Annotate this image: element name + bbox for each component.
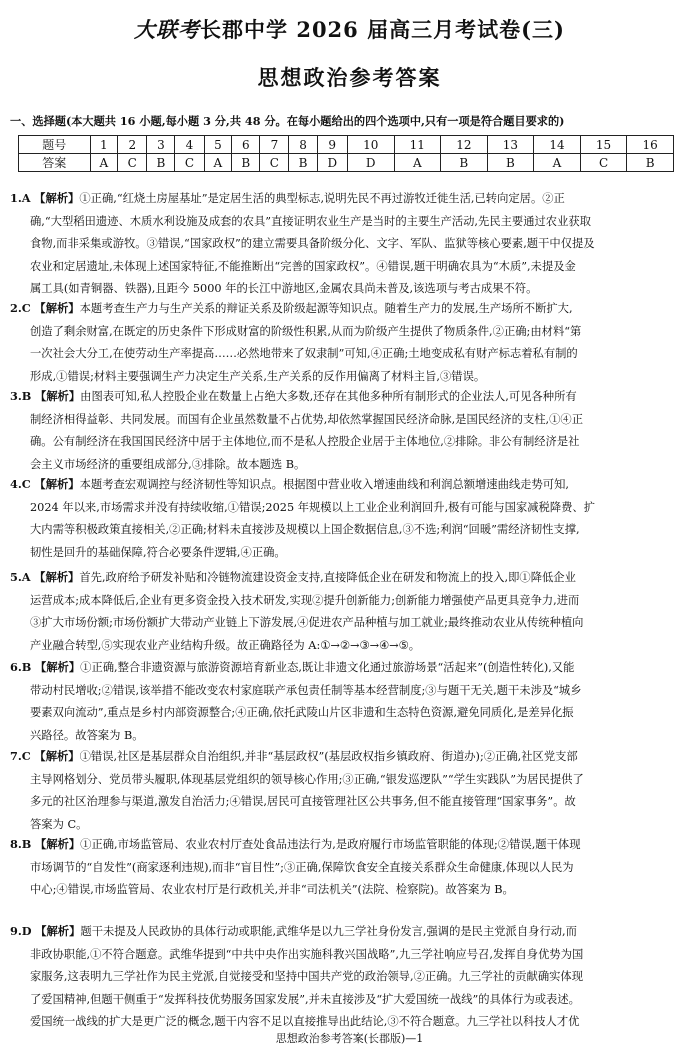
exam-title [0,14,699,44]
brand-logo-text: 大联考 [134,17,201,42]
analysis-line [10,656,685,680]
analysis-text: 中心;④错误,市场监管局、农业农村厅是行政机关,并非“司法机关”(法院、检察院)。故答案为 B。 [30,883,514,897]
analysis-item [10,566,685,657]
analysis-line [10,920,685,944]
analysis-item [10,833,685,902]
analysis-line [10,944,685,967]
question-number-cell: 9 [317,136,347,154]
question-answer-label: 8.B [10,837,32,851]
question-number-cell: 11 [394,136,441,154]
answer-cell: A [394,154,441,172]
answer-cell: B [289,154,317,172]
analysis-text: 2024 年以来,市场需求并没有持续收缩,①错误;2025 年规模以上工业企业利润回升,极有可能与国家减税降费、扩 [30,500,596,514]
analysis-tag: 【解析】 [34,191,80,205]
answer-cell: A [90,154,118,172]
analysis-text: 产业融合转型,⑤实现农业产业结构升级。故正确路径为 A:①→②→③→④→⑤。 [30,638,421,652]
analysis-text: ③扩大市场份额;市场份额扩大带动产业链上下游发展,④促进农产品种植与加工就业;最终推动农业从传统种植向 [30,616,584,630]
question-number-cell: 16 [627,136,674,154]
question-number-cell: 8 [289,136,317,154]
question-answer-label: 1.A [10,191,31,205]
analysis-line [10,431,685,454]
question-number-row [19,136,674,154]
analysis-item [10,297,685,388]
analysis-text: 由图表可知,私人控股企业在数量上占绝大多数,还存在其他多种所有制形式的企业法人,可见各种所有 [80,390,577,403]
answer-cell: D [317,154,347,172]
analysis-line [10,725,685,748]
analysis-item [10,187,685,301]
question-answer-label: 3.B [10,389,32,403]
answer-cell: C [175,154,204,172]
analysis-line [10,297,685,321]
analysis-text: 兴路径。故答案为 B。 [30,728,144,742]
analysis-item [10,656,685,747]
analysis-line [10,612,685,635]
answer-cell: B [232,154,260,172]
analysis-line [10,791,685,814]
analysis-text: 本题考查生产力与生产关系的辩证关系及阶级起源等知识点。随着生产力的发展,生产场所不断扩大, [79,302,573,315]
question-number-cell: 1 [90,136,118,154]
analysis-text: 制经济相得益彰、共同发展。而国有企业虽然数量不占优势,却依然掌握国民经济命脉,是国民经济的支柱,①④正 [30,412,584,426]
analysis-item [10,745,685,836]
analysis-text: ①正确,市场监管局、农业农村厅查处食品违法行为,是政府履行市场监管职能的体现;②错误,题干体现 [80,838,581,851]
question-answer-label: 4.C [10,477,31,491]
analysis-text: ①正确,“红烧土房屋基址”是定居生活的典型标志,说明先民不再过游牧迁徙生活,已转向定居。②正 [79,192,565,205]
analysis-text: 家服务,这表明九三学社作为民主党派,自觉接受和坚持中国共产党的政治领导,②正确。九三学社的贡献确实体现 [30,970,584,984]
analysis-text: 题干未提及人民政协的具体行动或职能,武维华是以九三学社身份发言,强调的是民主党派自身行动,而 [80,925,577,938]
analysis-text: 首先,政府给予研发补贴和冷链物流建设资金支持,直接降低企业在研发和物流上的投入,即①降低企业 [79,571,576,584]
answer-cell: A [204,154,232,172]
answer-table [18,135,674,172]
question-number-cell: 15 [580,136,627,154]
analysis-line [10,321,685,344]
question-answer-label: 9.D [10,924,32,938]
question-answer-label: 2.C [10,301,31,315]
answer-cell: C [118,154,147,172]
analysis-text: 形成,①错误;材料主要强调生产力决定生产关系,生产关系的反作用偏离了材料主旨,③错误。 [30,369,486,383]
analysis-text: ①正确,整合非遗资源与旅游资源培育新业态,既让非遗文化通过旅游场景“活起来”(创造性转化),又能 [80,661,575,674]
answer-cell: B [441,154,488,172]
analysis-item [10,920,685,1034]
question-number-cell: 3 [147,136,175,154]
question-number-cell: 5 [204,136,232,154]
analysis-line [10,473,685,497]
analysis-tag: 【解析】 [34,301,80,315]
question-number-cell: 7 [260,136,289,154]
analysis-line [10,409,685,432]
analysis-tag: 【解析】 [35,924,81,938]
analysis-line [10,566,685,590]
answer-cell: C [260,154,289,172]
analysis-line [10,256,685,279]
analysis-text: 本题考查宏观调控与经济韧性等知识点。根据图中营业收入增速曲线和利润总额增速曲线走势可知, [79,478,569,491]
analysis-text: 多元的社区治理参与渠道,激发自治活力;④错误,居民可直接管理社区公共事务,但不能直接管理“国家事务”。故 [30,795,576,809]
analysis-text: 属工具(如青铜器、铁器),且距今 5000 年的长江中游地区,金属农具尚未普及,该选项与考古成果不符。 [30,282,538,296]
analysis-line [10,966,685,989]
analysis-text: 答案为 C。 [30,817,88,831]
analysis-line [10,590,685,613]
analysis-text: 一次社会大分工,在使劳动生产率提高……必然地带来了奴隶制”可知,④正确;土地变成私有财产标志着私有制的 [30,347,578,361]
analysis-text: 韧性是回升的基础保障,符合必要条件逻辑,④正确。 [30,545,286,559]
analysis-text: 食物,而非采集或游牧。③错误,“国家政权”的建立需要具备阶级分化、文字、军队、监狱等核心要素,题干中仅提及 [30,237,595,251]
analysis-line [10,680,685,703]
analysis-tag: 【解析】 [34,570,80,584]
question-number-cell: 6 [232,136,260,154]
answer-row [19,154,674,172]
analysis-text: 确,“大型稻田遗迹、木质水利设施及成套的农具”直接证明农业生产是当时的主要生产活动,先民主要通过农业获取 [30,214,591,228]
answer-cell: D [347,154,394,172]
analysis-line [10,233,685,256]
question-answer-label: 6.B [10,660,32,674]
analysis-line [10,187,685,211]
analysis-text: 农业和定居遗址,未体现上述国家特征,不能推断出“完善的国家政权”。④错误,题干明确农具为“木质”,未提及金 [30,259,576,273]
analysis-line [10,211,685,234]
question-number-cell: 2 [118,136,147,154]
question-number-cell: 12 [441,136,488,154]
question-number-cell: 4 [175,136,204,154]
analysis-item [10,385,685,476]
analysis-tag: 【解析】 [34,837,81,851]
question-number-cell: 14 [534,136,581,154]
analysis-line [10,497,685,520]
analysis-line [10,745,685,769]
question-number-cell: 10 [347,136,394,154]
page-footer: 思想政治参考答案(长郡版)—1 [275,1032,424,1045]
question-answer-label: 7.C [10,749,31,763]
analysis-line [10,769,685,792]
answer-cell: A [534,154,581,172]
analysis-line [10,833,685,857]
analysis-text: 主导网格划分、党员带头履职,体现基层党组织的领导核心作用;③正确,“银发巡逻队”“学生实践队”为居民提供了 [30,772,584,786]
row-label: 答案 [19,154,91,172]
analysis-text: 运营成本;成本降低后,企业有更多资金投入技术研发,实现②提升创新能力;创新能力增强使产品更具竞争力,进而 [30,593,580,607]
analysis-line [10,879,685,902]
analysis-line [10,385,685,409]
question-answer-label: 5.A [10,570,31,584]
row-label: 题号 [19,136,91,154]
analysis-line [10,989,685,1012]
analysis-text: 了爱国精神,但题干侧重于“发挥科技优势服务国家发展”,并未直接涉及“扩大爱国统一战线”的具体行为或表述。 [30,992,580,1006]
analysis-text: ①错误,社区是基层群众自治组织,并非“基层政权”(基层政权指乡镇政府、街道办);②正确,社区党支部 [79,750,578,763]
analysis-item [10,473,685,564]
analysis-text: 会主义市场经济的重要组成部分,③排除。故本题选 B。 [30,457,306,471]
analysis-text: 市场调节的“自发性”(商家逐利违规),而非“盲目性”;③正确,保障饮食安全直接关系群众生命健康,体现以人民为 [30,860,574,874]
question-number-cell: 13 [487,136,534,154]
analysis-text: 创造了剩余财富,在既定的历史条件下形成财富的阶级性积累,从而为阶级产生提供了物质条件,②正确;由材料“第 [30,324,582,338]
analysis-text: 非政协职能,①不符合题意。武维华提到“中共中央作出实施科教兴国战略”,九三学社响应号召,发挥自身优势为国 [30,947,584,961]
answer-cell: B [487,154,534,172]
analysis-text: 确。公有制经济在我国国民经济中居于主体地位,而不是私人控股企业居于主体地位,②排除。非公有制经济是社 [30,435,580,449]
document-subtitle: 思想政治参考答案 [257,65,442,90]
analysis-line [10,635,685,658]
answer-cell: B [147,154,175,172]
analysis-tag: 【解析】 [34,749,80,763]
analysis-tag: 【解析】 [34,389,81,403]
answer-cell: C [580,154,627,172]
analysis-line [10,542,685,565]
analysis-line [10,702,685,725]
analysis-line [10,343,685,366]
analysis-line [10,857,685,880]
analysis-line [10,519,685,542]
exam-title-text: 长郡中学 2026 届高三月考试卷(三) [200,17,565,42]
analysis-tag: 【解析】 [34,660,81,674]
analysis-text: 带动村民增收;②错误,该举措不能改变农村家庭联产承包责任制等基本经营制度;③与题干无关,题干未涉及“城乡 [30,683,582,697]
answer-cell: B [627,154,674,172]
analysis-tag: 【解析】 [34,477,80,491]
section-heading: 一、选择题(本大题共 16 小题,每小题 3 分,共 48 分。在每小题给出的四个选项中,只有一项是符合题目要求的) [10,114,565,128]
analysis-text: 大内需等积极政策直接相关,②正确;材料未直接涉及规模以上国企数据信息,③不选;利润“回暖”需经济韧性支撑, [30,523,580,537]
analysis-text: 爱国统一战线的扩大是更广泛的概念,题干内容不足以直接推导出此结论,③不符合题意。九三学社以科技人才优 [30,1015,580,1029]
analysis-text: 要素双向流动”,重点是乡村内部资源整合;④正确,依托武陵山片区非遗和生态特色资源,避免同质化,是差异化振 [30,706,574,720]
